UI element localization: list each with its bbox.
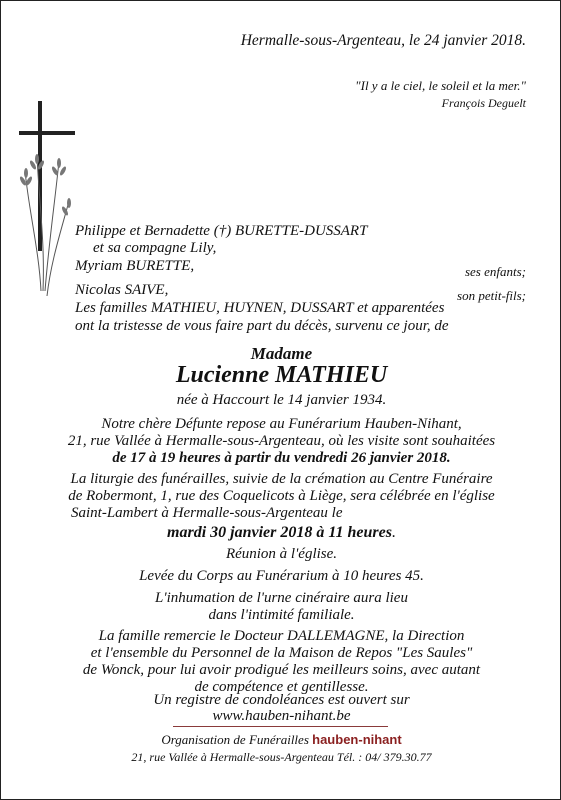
family-line-2: et sa compagne Lily, bbox=[93, 240, 217, 256]
liturgy-line-2: de Robermont, 1, rue des Coquelicots à Liège, sera célébrée en l'église bbox=[68, 488, 495, 504]
liturgy-line-1: La liturgie des funérailles, suivie de la crémation au Centre Funéraire bbox=[70, 471, 493, 487]
divider bbox=[173, 726, 388, 727]
birth-info: née à Haccourt le 14 janvier 1934. bbox=[176, 392, 387, 408]
family-line-6: ont la tristesse de vous faire part du décès, survenu ce jour, de bbox=[75, 318, 449, 334]
organizer-label: Organisation de Funérailles bbox=[161, 732, 309, 747]
register-website[interactable]: www.hauben-nihant.be bbox=[212, 708, 351, 724]
meeting-note: Réunion à l'église. bbox=[225, 546, 338, 562]
register-line-1: Un registre de condoléances est ouvert sur bbox=[153, 692, 410, 708]
family-line-3: Myriam BURETTE, bbox=[75, 258, 195, 274]
thanks-line-3: de Wonck, pour lui avoir prodigué les meilleurs soins, avec autant bbox=[82, 662, 481, 678]
repose-line-3: de 17 à 19 heures à partir du vendredi 26 janvier 2018. bbox=[112, 450, 451, 466]
family-line-1: Philippe et Bernadette (†) BURETTE-DUSSART bbox=[75, 223, 368, 239]
quote-author: François Deguelt bbox=[441, 96, 526, 110]
deceased-title: Madame bbox=[250, 344, 313, 363]
place-date: Hermalle-sous-Argenteau, le 24 janvier 2018. bbox=[240, 32, 526, 49]
thanks-line-2: et l'ensemble du Personnel de la Maison de Repos "Les Saules" bbox=[90, 645, 473, 661]
family-line-5: Les familles MATHIEU, HUYNEN, DUSSART et apparentées bbox=[75, 300, 445, 316]
funeral-date-time-end: . bbox=[391, 524, 396, 541]
inhumation-line-2: dans l'intimité familiale. bbox=[208, 607, 355, 623]
repose-line-2: 21, rue Vallée à Hermalle-sous-Argenteau, où les visite sont souhaitées bbox=[67, 433, 496, 449]
role-grandson: son petit-fils; bbox=[457, 288, 526, 303]
family-line-4: Nicolas SAIVE, bbox=[75, 282, 169, 298]
thanks-line-1: La famille remercie le Docteur DALLEMAGNE, la Direction bbox=[98, 628, 465, 644]
deceased-name: Lucienne MATHIEU bbox=[175, 362, 388, 388]
quote: "Il y a le ciel, le soleil et la mer." bbox=[355, 78, 526, 93]
organizer-line bbox=[1, 732, 561, 748]
brand-name: hauben-nihant bbox=[312, 732, 402, 747]
repose-line-1: Notre chère Défunte repose au Funérarium Hauben-Nihant, bbox=[101, 416, 462, 432]
role-children: ses enfants; bbox=[464, 264, 526, 279]
levee-note: Levée du Corps au Funérarium à 10 heures 45. bbox=[139, 568, 424, 584]
inhumation-line-1: L'inhumation de l'urne cinéraire aura lieu bbox=[155, 590, 408, 606]
funeral-date-time bbox=[1, 524, 561, 542]
cross-with-wheat-icon bbox=[19, 101, 79, 301]
funeral-date-time-text: mardi 30 janvier 2018 à 11 heures bbox=[167, 524, 392, 541]
footer-address: 21, rue Vallée à Hermalle-sous-Argenteau Tél. : 04/ 379.30.77 bbox=[131, 750, 432, 764]
thanks-line-4: de compétence et gentillesse. bbox=[194, 679, 369, 695]
liturgy-line-3: Saint-Lambert à Hermalle-sous-Argenteau le bbox=[71, 505, 343, 521]
